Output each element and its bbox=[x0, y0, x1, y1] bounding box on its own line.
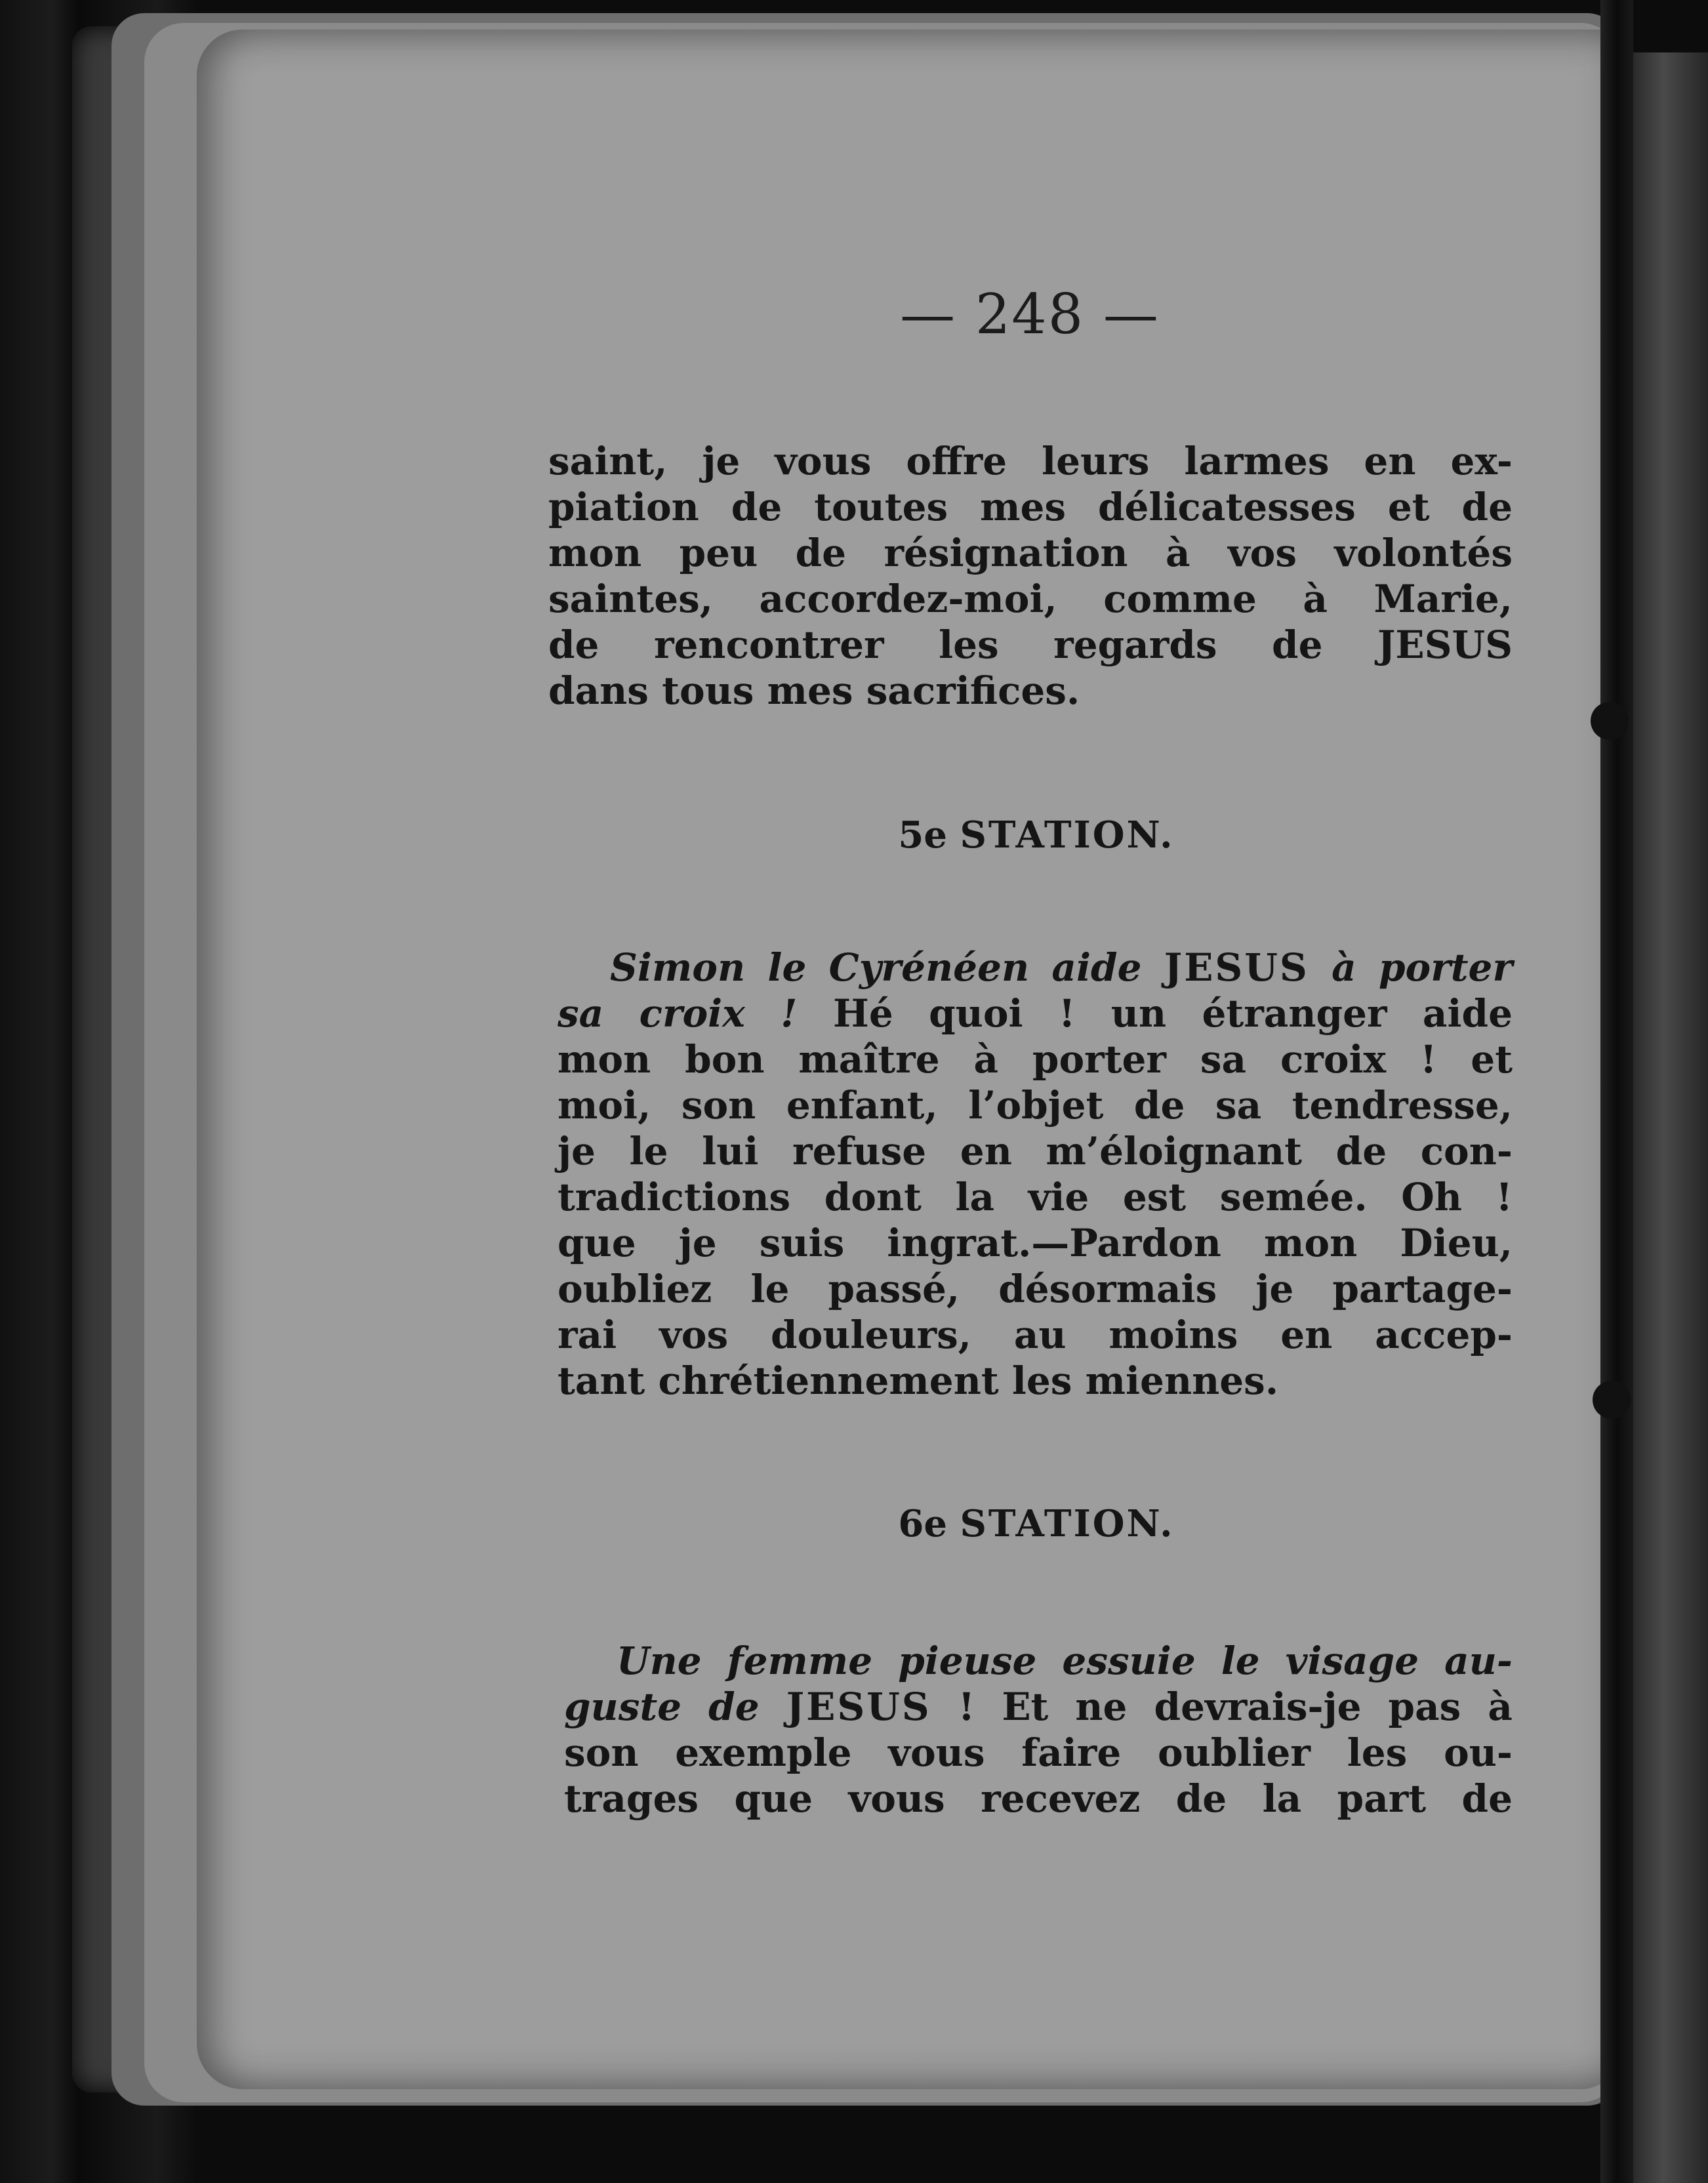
italic-phrase: à porter bbox=[1309, 945, 1513, 990]
book-gutter bbox=[1600, 0, 1633, 2183]
text-segment: Hé quoi ! un étranger aide bbox=[797, 991, 1513, 1036]
text-line: rai vos douleurs, au moins en accep- bbox=[558, 1313, 1513, 1357]
text-line: mon bon maître à porter sa croix ! et bbox=[558, 1037, 1513, 1082]
text-segment: ! Et ne devrais-je pas à bbox=[931, 1684, 1513, 1729]
text-line: tradictions dont la vie est semée. Oh ! bbox=[558, 1175, 1513, 1219]
heading-word: STATION. bbox=[960, 813, 1175, 857]
text-line bbox=[558, 990, 1513, 1036]
text-line bbox=[564, 1684, 1513, 1730]
italic-phrase: sa croix ! bbox=[558, 991, 798, 1036]
text-line: mon peu de résignation à vos volontés bbox=[548, 531, 1513, 575]
text-line: dans tous mes sacrifices. bbox=[548, 668, 1080, 713]
italic-phrase: Une femme pieuse essuie le visage au- bbox=[617, 1639, 1513, 1683]
heading-number: 6e bbox=[898, 1502, 947, 1545]
page-number: — 248 — bbox=[900, 282, 1160, 346]
text-line-first bbox=[558, 945, 1513, 990]
paragraph-continuation bbox=[548, 438, 1513, 714]
text-line: trages que vous recevez de la part de bbox=[564, 1776, 1513, 1821]
text-line: oubliez le passé, désormais je partage- bbox=[558, 1267, 1513, 1311]
text-line: de rencontrer les regards de JESUS bbox=[548, 622, 1513, 667]
text-line: saint, je vous offre leurs larmes en ex- bbox=[548, 439, 1513, 483]
station-6-paragraph bbox=[564, 1638, 1513, 1822]
heading-number: 5e bbox=[898, 813, 947, 857]
heading-word: STATION. bbox=[960, 1502, 1175, 1545]
station-6-heading bbox=[889, 1502, 1184, 1545]
binding-hole-bottom bbox=[1593, 1381, 1631, 1419]
text-line: saintes, accordez-moi, comme à Marie, bbox=[548, 577, 1513, 621]
jesus-name: JESUS bbox=[786, 1684, 931, 1729]
text-line: son exemple vous faire oublier les ou- bbox=[564, 1730, 1513, 1775]
jesus-name: JESUS bbox=[1164, 945, 1309, 990]
text-line: je le lui refuse en m’éloignant de con- bbox=[558, 1129, 1513, 1173]
text-line: moi, son enfant, l’objet de sa tendresse, bbox=[558, 1083, 1513, 1128]
italic-phrase: guste de bbox=[564, 1684, 786, 1729]
italic-phrase: Simon le Cyrénéen aide bbox=[610, 945, 1164, 990]
text-line: tant chrétiennement les miennes. bbox=[558, 1358, 1279, 1403]
text-line-first bbox=[564, 1638, 1513, 1684]
text-line: piation de toutes mes délicatesses et de bbox=[548, 485, 1513, 529]
station-5-heading bbox=[892, 813, 1181, 857]
facing-page-edge bbox=[1633, 52, 1708, 2183]
text-line: que je suis ingrat.—Pardon mon Dieu, bbox=[558, 1221, 1513, 1265]
station-5-paragraph bbox=[558, 945, 1513, 1404]
binding-hole-top bbox=[1591, 702, 1629, 740]
